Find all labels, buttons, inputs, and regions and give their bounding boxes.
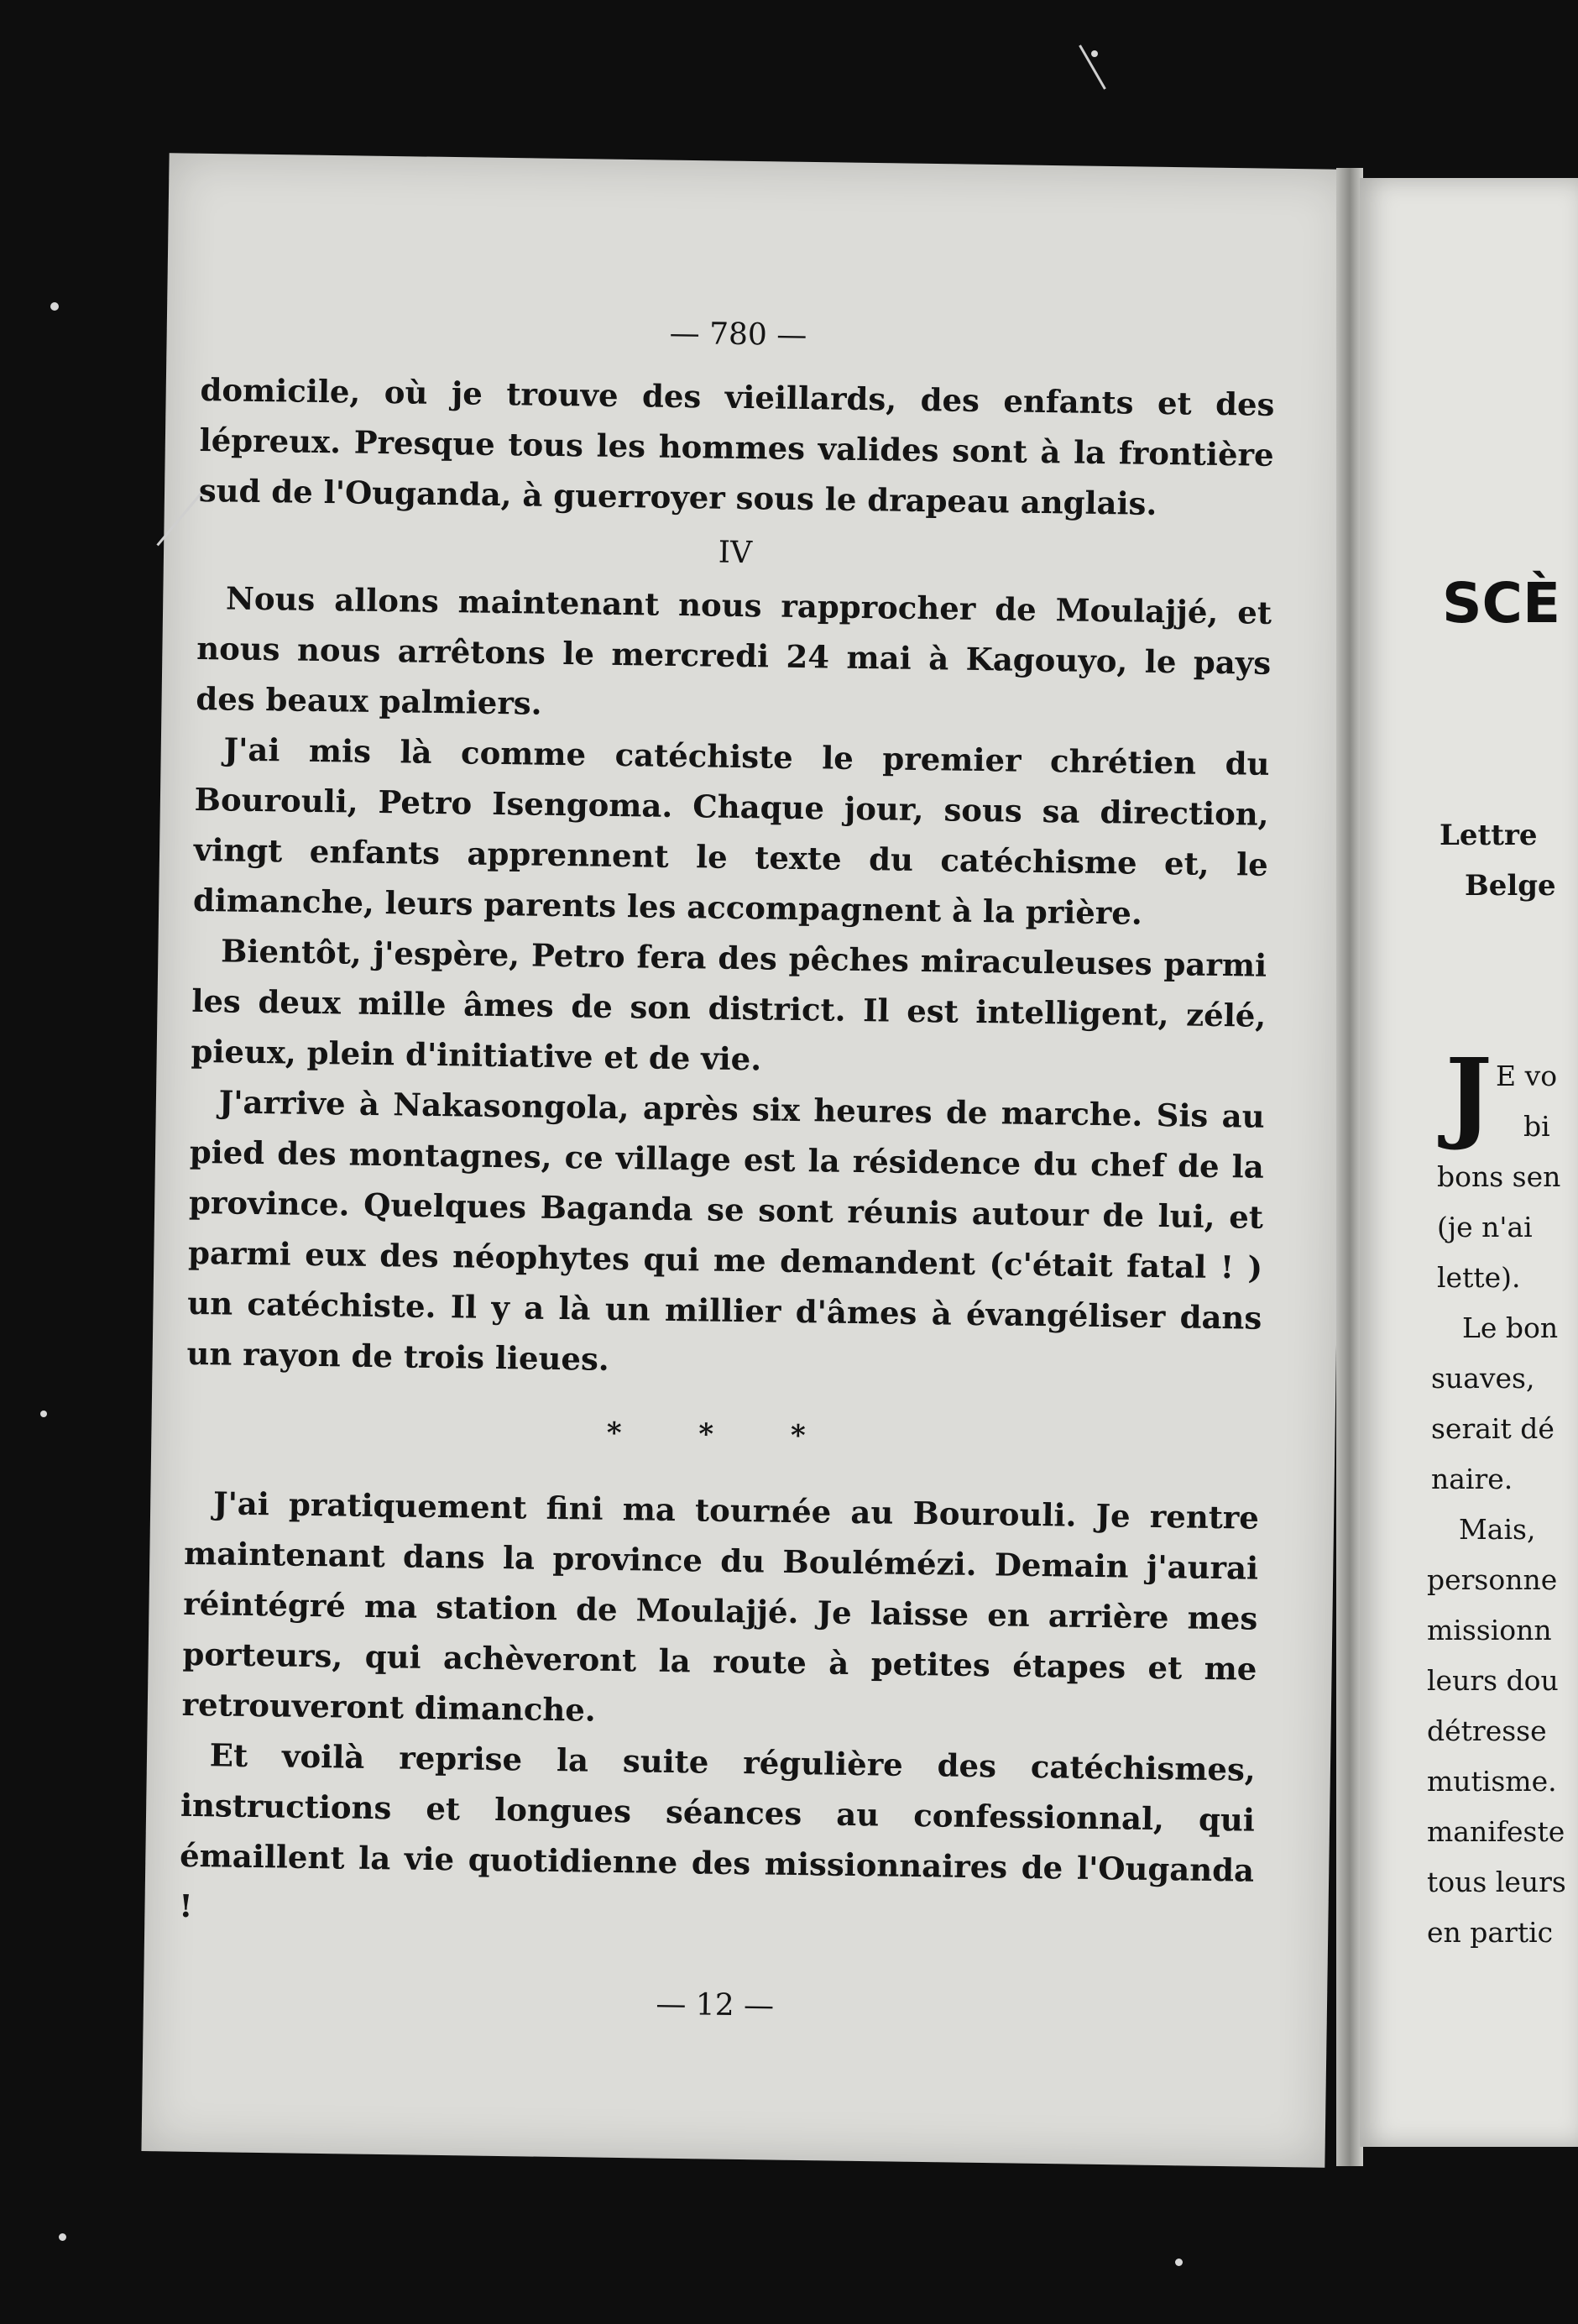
paragraph: Bientôt, j'espère, Petro fera des pêches miraculeuses parmi les deux mille âmes de son district. Il est intelligent, zélé, pieux, plein d'initiative et de vie. [191, 932, 1267, 1078]
right-page-line: manifeste [1427, 1815, 1565, 1848]
right-page-line: lette). [1437, 1261, 1521, 1294]
page-header-number: — 780 — [669, 316, 807, 353]
section-heading: IV [718, 535, 753, 571]
scan-speck [50, 302, 59, 311]
drop-cap: J [1445, 1036, 1492, 1153]
right-page-line: tous leurs [1427, 1866, 1566, 1898]
right-page-line: en partic [1427, 1916, 1554, 1949]
paragraph: domicile, où je trouve des vieillards, des enfants et des lépreux. Presque tous les hommes valides sont à la frontière sud de l'Ouganda, à guerroyer sous le drapeau anglais. [198, 370, 1275, 522]
right-page-title: SCÈ [1442, 571, 1561, 636]
right-page-line: (je n'ai [1437, 1211, 1533, 1243]
right-page-line: missionn [1427, 1614, 1552, 1646]
right-page-line: détresse [1427, 1714, 1547, 1747]
right-page-subtitle: Belge [1465, 869, 1556, 903]
paragraph: J'ai mis là comme catéchiste le premier chrétien du Bourouli, Petro Isengoma. Chaque jour, sous sa direction, vingt enfants apprennent le texte du catéchisme et, le dimanche, leurs parents les accompagnent à la prière. [192, 730, 1270, 932]
right-page-line: mutisme. [1427, 1765, 1557, 1798]
section-separator: * * * [606, 1416, 839, 1453]
right-page-subtitle: Lettre [1440, 819, 1538, 852]
paragraph: J'arrive à Nakasongola, après six heures de marche. Sis au pied des montagnes, ce village est la résidence du chef de la province. Quelques Baganda se sont réunis autour de lui, et parmi eux des néophytes qui me demandent (c'était fatal ! ) un catéchiste. Il y a là un millier d'âmes à évangéliser dans un rayon de trois lieues. [186, 1083, 1265, 1378]
right-page-line: personne [1427, 1563, 1558, 1596]
paragraph: Et voilà reprise la suite régulière des catéchismes, instructions et longues séances au confessionnal, qui émaillent la vie quotidienne des missionnaires de l'Ouganda ! [179, 1736, 1257, 1925]
right-page-line: Le bon [1462, 1311, 1559, 1344]
right-page-line: suaves, [1431, 1362, 1535, 1395]
paragraph: J'ai pratiquement fini ma tournée au Bourouli. Je rentre maintenant dans la province du Boulémézi. Demain j'aurai réintégré ma station de Moulajjé. Je laisse en arrière mes porteurs, qui achèveront la route à petites étapes et me retrouveront dimanche. [181, 1484, 1260, 1729]
scan-speck [59, 2233, 66, 2241]
right-page-line: Mais, [1459, 1513, 1536, 1546]
scan-speck [1091, 50, 1098, 57]
right-page-line: E vo [1496, 1060, 1558, 1092]
right-page-line: serait dé [1431, 1412, 1554, 1445]
right-page-line: naire. [1431, 1463, 1513, 1495]
page-footer-number: — 12 — [656, 1986, 775, 2023]
scan-speck [40, 1411, 47, 1417]
right-page-line: bons sen [1437, 1160, 1561, 1193]
page-text [177, 302, 1275, 2039]
paragraph: Nous allons maintenant nous rapprocher de Moulajjé, et nous nous arrêtons le mercredi 24 mai à Kagouyo, le pays des beaux palmiers. [196, 579, 1272, 722]
right-page-line: bi [1523, 1110, 1550, 1143]
scan-speck [1175, 2259, 1183, 2266]
right-page-line: leurs dou [1427, 1664, 1559, 1697]
